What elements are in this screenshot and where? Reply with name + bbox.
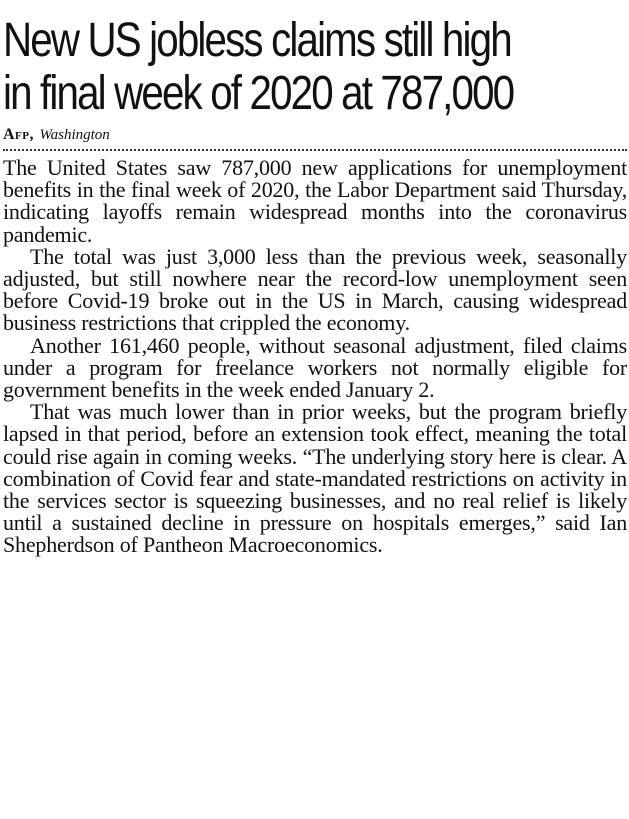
paragraph-3: Another 161,460 people, without seasonal adjustment, filed claims under a program for freelance workers not normally eligible for government benefits in the week ended January 2.	[3, 332, 627, 403]
byline-place: Washington	[39, 127, 110, 143]
dotted-divider	[3, 149, 627, 151]
news-article	[3, 0, 627, 557]
headline-line-1: New US jobless claims still high	[3, 14, 511, 67]
byline-agency: Afp	[3, 126, 30, 143]
article-body	[3, 157, 627, 557]
byline	[3, 124, 627, 146]
headline	[3, 14, 627, 120]
byline-separator: ,	[29, 126, 34, 143]
headline-line-2: in final week of 2020 at 787,000	[3, 67, 514, 120]
paragraph-4: That was much lower than in prior weeks, but the program briefly lapsed in that period, before an extension took effect, meaning the total could rise again in coming weeks. “The underlying story here is clear. A combination of Covid fear and state-mandated restrictions on activity in the services sector is squeezing businesses, and no real relief is likely until a sustained decline in pressure on hospitals emerges,” said Ian Shepherdson of Pantheon Macroeconomics.	[3, 399, 627, 558]
paragraph-2: The total was just 3,000 less than the previous week, seasonally adjusted, but still nowhere near the record-low unemployment seen before Covid-19 broke out in the US in March, causing widespread business restrictions that crippled the economy.	[3, 243, 627, 336]
paragraph-1: The United States saw 787,000 new applications for unemployment benefits in the final week of 2020, the Labor Department said Thursday, indicating layoffs remain widespread months into the coronavirus pandemic.	[3, 155, 627, 247]
